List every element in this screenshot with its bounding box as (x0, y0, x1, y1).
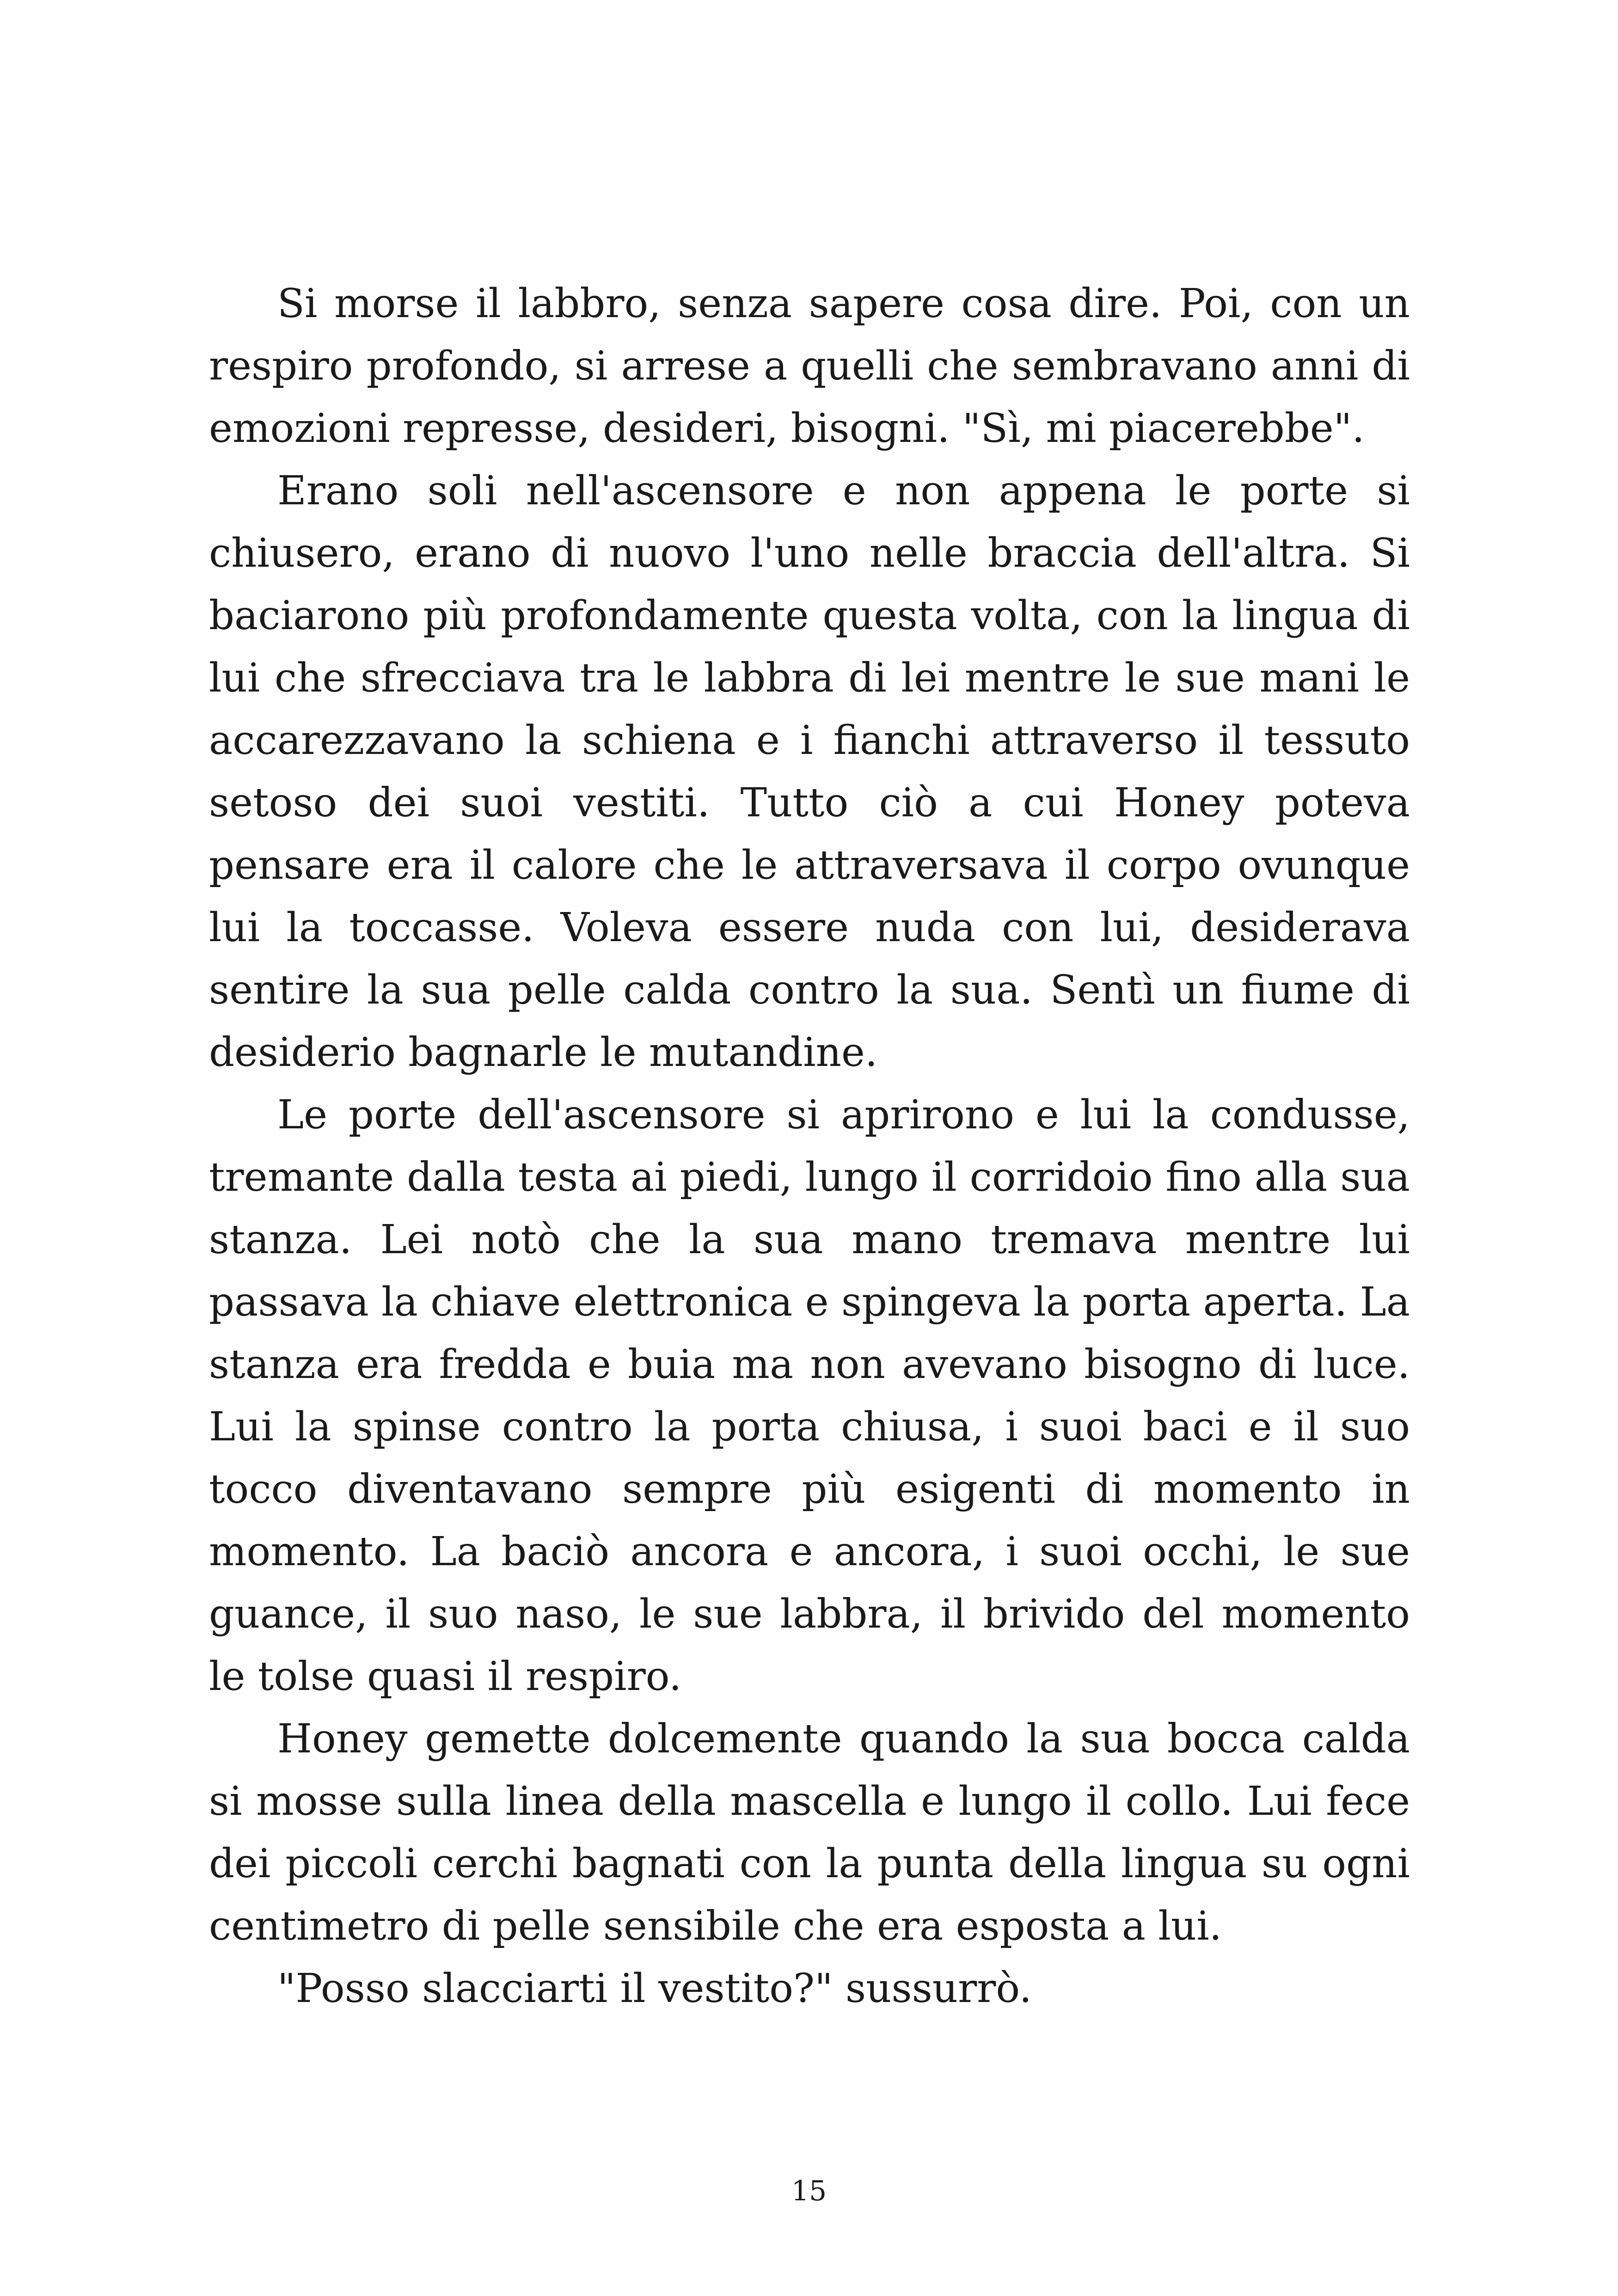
paragraph-1: Si morse il labbro, senza sapere cosa dire. Poi, con un respiro profondo, si arrese a quelli che sembravano anni di emozioni represse, desideri, bisogni. "Sì, mi piacerebbe". (209, 281, 1410, 452)
paragraph-5: "Posso slacciarti il vestito?" sussurrò. (277, 1965, 1032, 2012)
paragraph-2: Erano soli nell'ascensore e non appena le porte si chiusero, erano di nuovo l'uno nelle braccia dell'altra. Si baciarono più profondamente questa volta, con la lingua di lui che sfrecciava tra le labbra di lei mentre le sue mani le accarezzavano la schiena e i fianchi attraverso il tessuto setoso dei suoi vestiti. Tutto ciò a cui Honey poteva pensare era il calore che le attraversava il corpo ovunque lui la toccasse. Voleva essere nuda con lui, desiderava sentire la sua pelle calda contro la sua. Sentì un fiume di desiderio bagnarle le mutandine. (209, 468, 1410, 1076)
body-text (209, 273, 1410, 2020)
paragraph-3: Le porte dell'ascensore si aprirono e lui la condusse, tremante dalla testa ai piedi, lungo il corridoio fino alla sua stanza. Lei notò che la sua mano tremava mentre lui passava la chiave elettronica e spingeva la porta aperta. La stanza era fredda e buia ma non avevano bisogno di luce. Lui la spinse contro la porta chiusa, i suoi baci e il suo tocco diventavano sempre più esigenti di momento in momento. La baciò ancora e ancora, i suoi occhi, le sue guance, il suo naso, le sue labbra, il brivido del momento le tolse quasi il respiro. (209, 1092, 1410, 1700)
paragraph-4: Honey gemette dolcemente quando la sua bocca calda si mosse sulla linea della mascella e lungo il collo. Lui fece dei piccoli cerchi bagnati con la punta della lingua su ogni centimetro di pelle sensibile che era esposta a lui. (209, 1716, 1410, 1949)
page-number: 15 (791, 2175, 827, 2207)
